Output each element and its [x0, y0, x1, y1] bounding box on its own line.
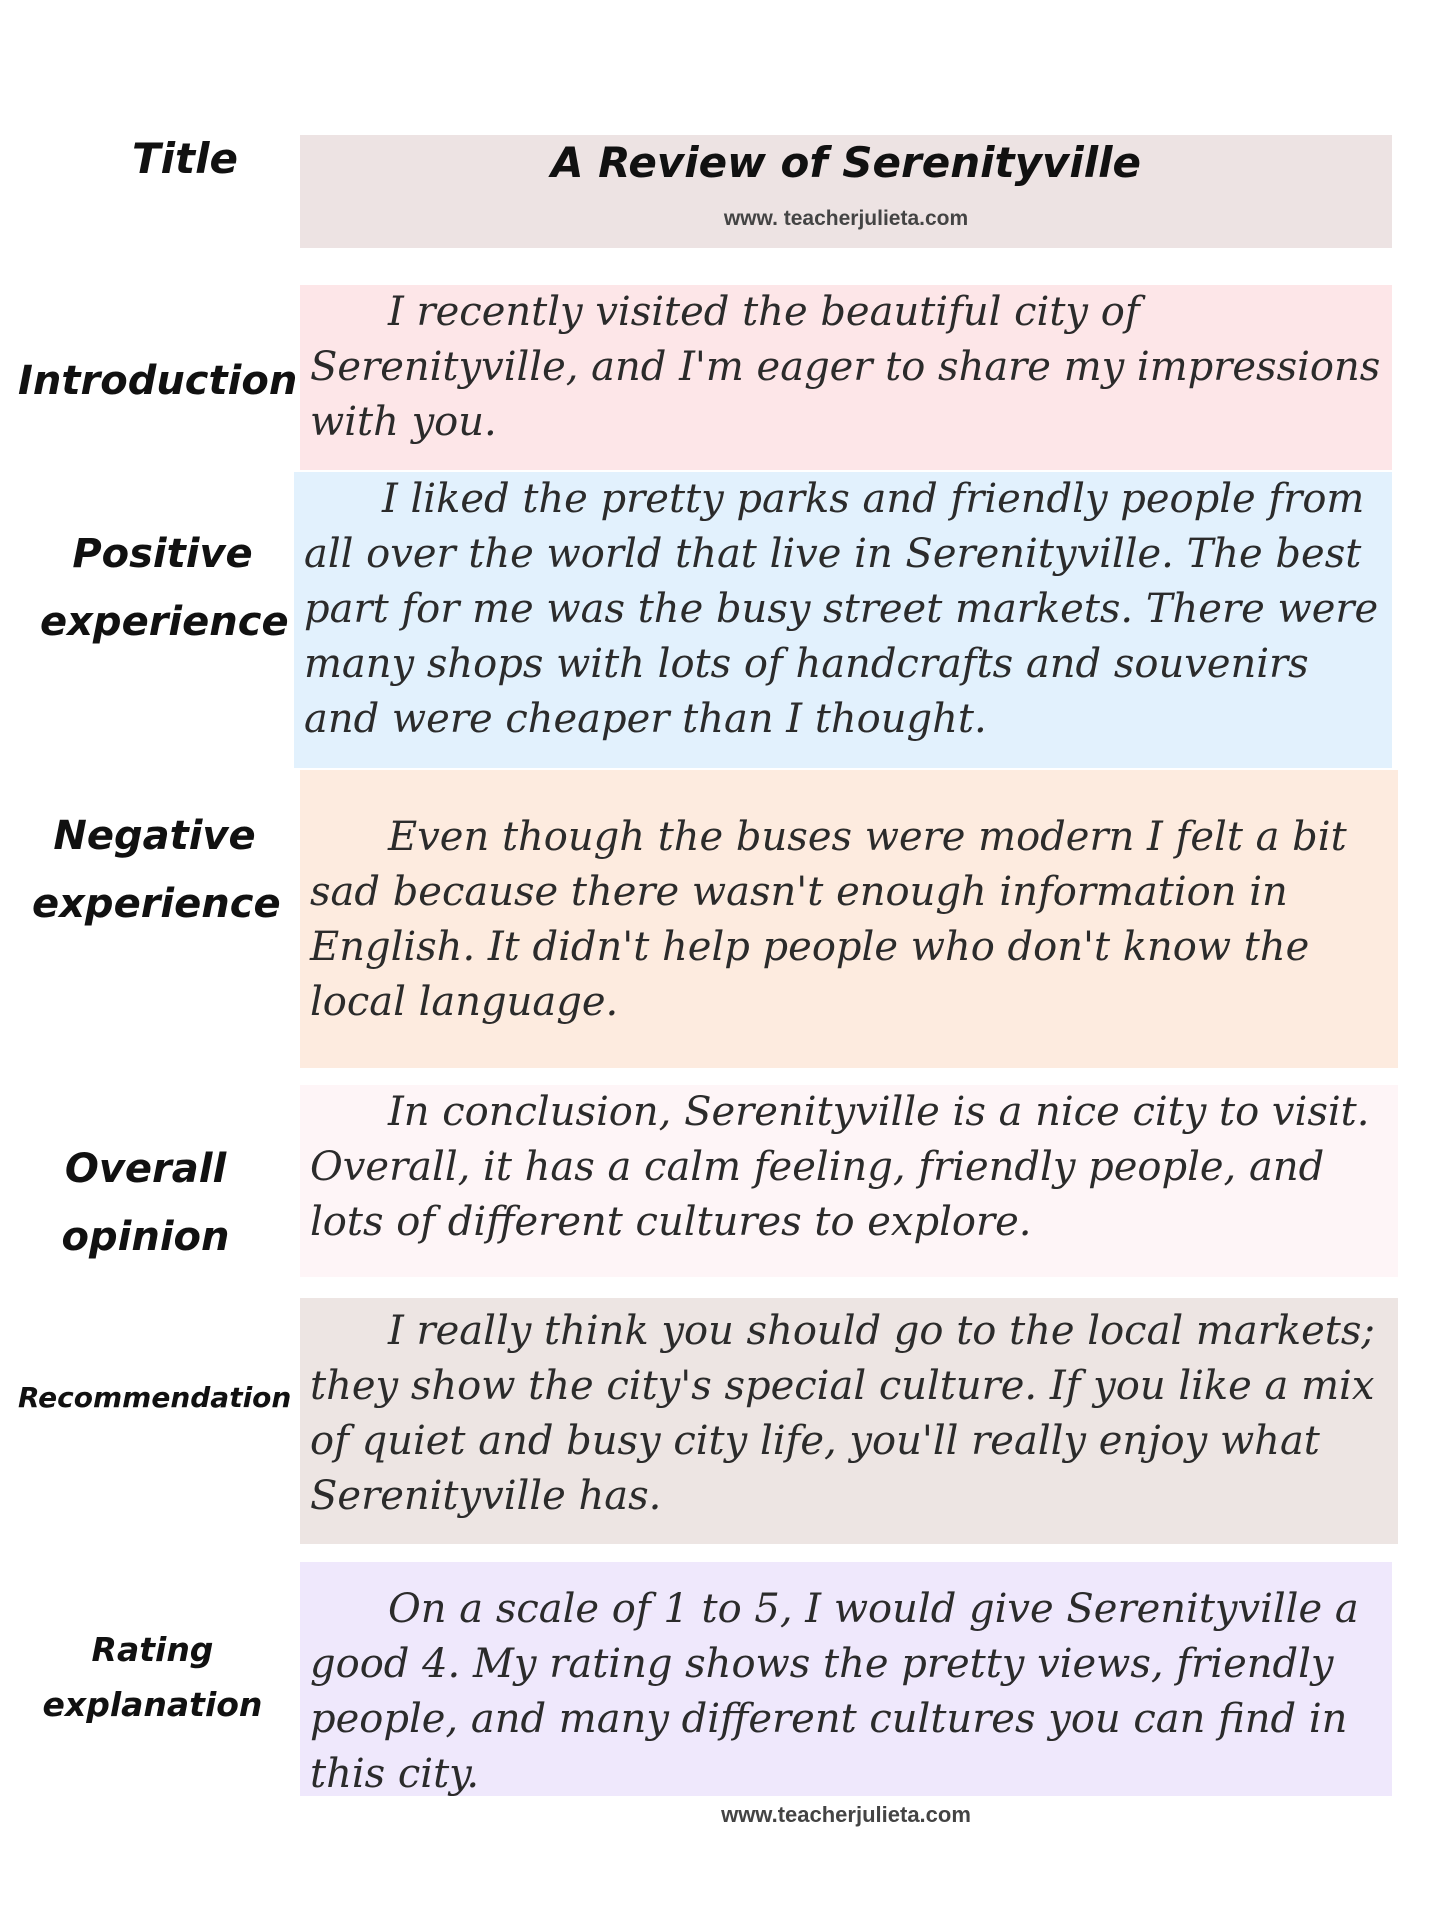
negative-experience-text: Even though the buses were modern I felt a bit sad because there wasn't enough information in English. It didn't help people who don't know the local language.: [310, 814, 1347, 1025]
recommendation-text: I really think you should go to the local markets; they show the city's special culture. If you like a mix of quiet and busy city life, you'll really enjoy what Serenityville has.: [310, 1308, 1375, 1519]
positive-experience-text: I liked the pretty parks and friendly people from all over the world that live in Serenityville. The best part for me was the busy street markets. There were many shops with lots of handcrafts and souvenirs and were cheaper than I thought.: [304, 476, 1379, 742]
title-website-url: www. teacherjulieta.com: [723, 207, 969, 230]
introduction-box: [300, 285, 1392, 470]
title-box: [300, 135, 1392, 248]
rating-explanation-label: Rating explanation: [42, 1630, 263, 1724]
rating-explanation-text: On a scale of 1 to 5, I would give Serenityville a good 4. My rating shows the pretty views, friendly people, and many different cultures you can find in this city.: [310, 1586, 1359, 1797]
introduction-text: I recently visited the beautiful city of Serenityville, and I'm eager to share my impressions with you.: [310, 289, 1381, 445]
overall-opinion-box: [300, 1085, 1398, 1277]
negative-experience-label: Negative experience: [32, 813, 281, 927]
overall-opinion-label: Overall opinion: [61, 1146, 230, 1260]
positive-experience-label: Positive experience: [40, 531, 289, 645]
introduction-label: Introduction: [18, 358, 298, 404]
negative-experience-box: [300, 770, 1398, 1068]
positive-experience-box: [294, 472, 1392, 768]
rating-explanation-box: [300, 1562, 1392, 1796]
page-title: A Review of Serenityville: [550, 138, 1142, 187]
title-label: Title: [131, 134, 238, 183]
overall-opinion-text: In conclusion, Serenityville is a nice city to visit. Overall, it has a calm feeling, friendly people, and lots of different cultures to explore.: [310, 1089, 1370, 1245]
recommendation-label: Recommendation: [18, 1381, 292, 1414]
footer-website-url: www.teacherjulieta.com: [721, 1802, 971, 1827]
recommendation-box: [300, 1298, 1398, 1544]
